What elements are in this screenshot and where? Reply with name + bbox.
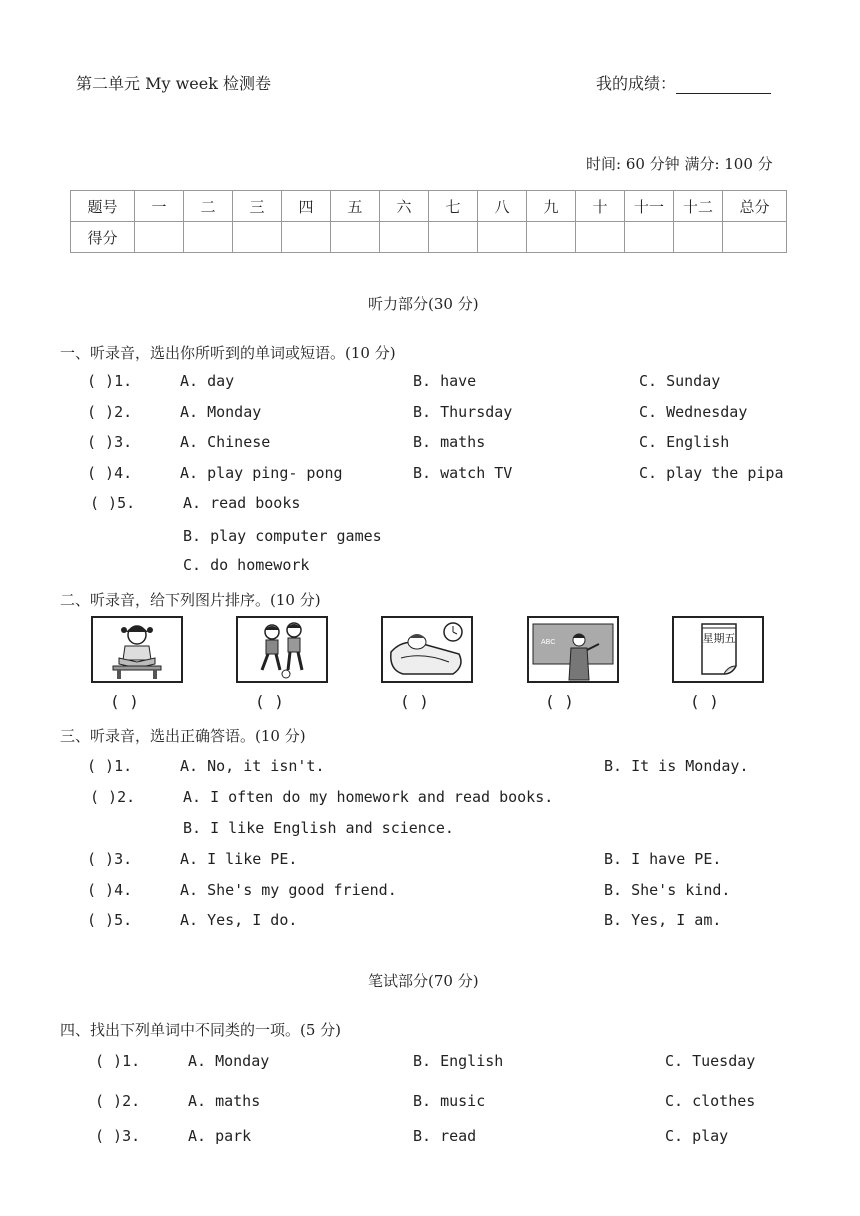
table-cell: 题号 [71, 191, 135, 222]
option-b: B. Thursday [413, 403, 513, 421]
picture-teacher [527, 616, 619, 683]
score-table-header-row [71, 191, 787, 222]
score-cell[interactable] [331, 222, 380, 253]
section-2-title: 二、听录音，给下列图片排序。(10 分) [60, 591, 321, 609]
answer-paren[interactable]: ( ) [110, 692, 139, 711]
table-cell: 十二 [674, 191, 723, 222]
time-info: 时间: 60 分钟 满分: 100 分 [586, 155, 773, 173]
option-a: A. Monday [188, 1052, 270, 1070]
option-a: A. I often do my homework and read books. [183, 788, 554, 806]
option-c: C. do homework [183, 556, 310, 574]
option-b: B. have [413, 372, 477, 390]
picture-calendar [672, 616, 764, 683]
answer-paren[interactable]: ( ) [400, 692, 429, 711]
option-b: B. maths [413, 433, 486, 451]
question-number[interactable]: ( )5. [90, 494, 136, 512]
option-c: C. English [639, 433, 730, 451]
option-a: A. No, it isn't. [180, 757, 325, 775]
answer-paren[interactable]: ( ) [545, 692, 574, 711]
table-cell: 得分 [71, 222, 135, 253]
question-number[interactable]: ( )1. [95, 1052, 141, 1070]
question-number[interactable]: ( )1. [87, 757, 133, 775]
table-cell: 三 [233, 191, 282, 222]
score-field [596, 71, 771, 94]
question-number[interactable]: ( )2. [87, 403, 133, 421]
picture-sleeping [381, 616, 473, 683]
score-cell[interactable] [723, 222, 787, 253]
answer-paren[interactable]: ( ) [690, 692, 719, 711]
section-1-title: 一、听录音，选出你所听到的单词或短语。(10 分) [60, 344, 396, 362]
option-b: B. English [413, 1052, 504, 1070]
option-b: B. It is Monday. [604, 757, 749, 775]
picture-boys-football [236, 616, 328, 683]
question-number[interactable]: ( )2. [90, 788, 136, 806]
table-cell: 七 [429, 191, 478, 222]
score-cell[interactable] [478, 222, 527, 253]
option-a: A. Chinese [180, 433, 271, 451]
question-number[interactable]: ( )4. [87, 881, 133, 899]
table-cell: 五 [331, 191, 380, 222]
table-cell: 十一 [625, 191, 674, 222]
option-b: B. I have PE. [604, 850, 722, 868]
option-b: B. read [413, 1127, 477, 1145]
written-section-title: 笔试部分(70 分) [368, 972, 479, 990]
option-c: C. Sunday [639, 372, 721, 390]
calendar-text: 星期五 [702, 632, 736, 645]
score-table [70, 190, 787, 253]
question-number[interactable]: ( )3. [95, 1127, 141, 1145]
table-cell: 六 [380, 191, 429, 222]
score-cell[interactable] [674, 222, 723, 253]
option-a: A. park [188, 1127, 252, 1145]
bed-sleep-icon [383, 618, 471, 681]
option-c: C. play [665, 1127, 729, 1145]
picture-girl-reading [91, 616, 183, 683]
score-cell[interactable] [282, 222, 331, 253]
score-cell[interactable] [429, 222, 478, 253]
score-cell[interactable] [233, 222, 282, 253]
table-cell: 九 [527, 191, 576, 222]
question-number[interactable]: ( )3. [87, 850, 133, 868]
option-b: B. Yes, I am. [604, 911, 722, 929]
option-a: A. Monday [180, 403, 262, 421]
option-b: B. I like English and science. [183, 819, 454, 837]
option-a: A. She's my good friend. [180, 881, 397, 899]
section-3-title: 三、听录音，选出正确答语。(10 分) [60, 727, 306, 745]
score-cell[interactable] [576, 222, 625, 253]
option-a: A. I like PE. [180, 850, 298, 868]
football-players-icon [238, 618, 326, 681]
table-cell: 二 [184, 191, 233, 222]
section-4-title: 四、找出下列单词中不同类的一项。(5 分) [60, 1021, 342, 1039]
option-b: B. music [413, 1092, 486, 1110]
option-c: C. Tuesday [665, 1052, 756, 1070]
score-cell[interactable] [184, 222, 233, 253]
option-c: C. play the pipa [639, 464, 784, 482]
option-b: B. watch TV [413, 464, 513, 482]
score-table-score-row [71, 222, 787, 253]
question-number[interactable]: ( )3. [87, 433, 133, 451]
option-b: B. She's kind. [604, 881, 731, 899]
listening-section-title: 听力部分(30 分) [368, 295, 479, 313]
score-cell[interactable] [625, 222, 674, 253]
score-cell[interactable] [527, 222, 576, 253]
question-number[interactable]: ( )4. [87, 464, 133, 482]
score-blank[interactable] [676, 77, 771, 94]
option-c: C. clothes [665, 1092, 756, 1110]
score-label: 我的成绩： [596, 74, 677, 93]
option-a: A. Yes, I do. [180, 911, 298, 929]
option-c: C. Wednesday [639, 403, 748, 421]
table-cell: 总分 [723, 191, 787, 222]
question-number[interactable]: ( )1. [87, 372, 133, 390]
answer-paren[interactable]: ( ) [255, 692, 284, 711]
question-number[interactable]: ( )5. [87, 911, 133, 929]
blackboard-text: ABC [541, 639, 556, 646]
option-a: A. maths [188, 1092, 261, 1110]
teacher-blackboard-icon [529, 618, 617, 681]
option-a: A. read books [183, 494, 301, 512]
question-number[interactable]: ( )2. [95, 1092, 141, 1110]
table-cell: 一 [135, 191, 184, 222]
girl-reading-icon [93, 618, 181, 681]
calendar-icon [674, 618, 762, 681]
table-cell: 八 [478, 191, 527, 222]
score-cell[interactable] [135, 222, 184, 253]
score-cell[interactable] [380, 222, 429, 253]
exam-title: 第二单元 My week 检测卷 [76, 74, 272, 93]
option-a: A. play ping- pong [180, 464, 343, 482]
option-b: B. play computer games [183, 527, 382, 545]
table-cell: 四 [282, 191, 331, 222]
option-a: A. day [180, 372, 235, 390]
table-cell: 十 [576, 191, 625, 222]
